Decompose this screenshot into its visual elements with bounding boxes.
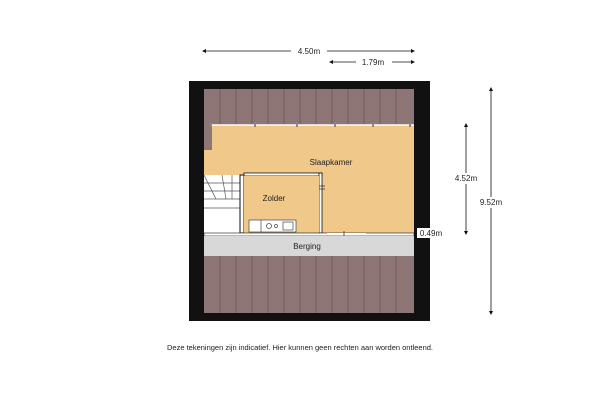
roof-tiles-bottom bbox=[204, 256, 414, 313]
label-slaapkamer: Slaapkamer bbox=[309, 158, 353, 167]
dimension-height-total bbox=[475, 89, 507, 313]
label-berging: Berging bbox=[293, 242, 321, 251]
svg-text:4.52m: 4.52m bbox=[454, 174, 478, 183]
zolder-fixtures bbox=[249, 220, 296, 232]
dimension-partial-width bbox=[331, 57, 413, 67]
dimension-total-width bbox=[204, 46, 413, 56]
svg-text:4.50m: 4.50m bbox=[297, 47, 321, 56]
svg-text:9.52m: 9.52m bbox=[479, 198, 503, 207]
dimension-height-inner bbox=[450, 125, 482, 233]
dimension-small bbox=[414, 228, 446, 238]
roof-tiles-top bbox=[204, 89, 414, 125]
svg-text:0.49m: 0.49m bbox=[419, 229, 443, 238]
label-zolder: Zolder bbox=[262, 194, 286, 203]
svg-text:1.79m: 1.79m bbox=[361, 58, 385, 67]
staircase bbox=[204, 175, 244, 233]
disclaimer-text: Deze tekeningen zijn indicatief. Hier kunnen geen rechten aan worden ontleend. bbox=[166, 343, 433, 352]
